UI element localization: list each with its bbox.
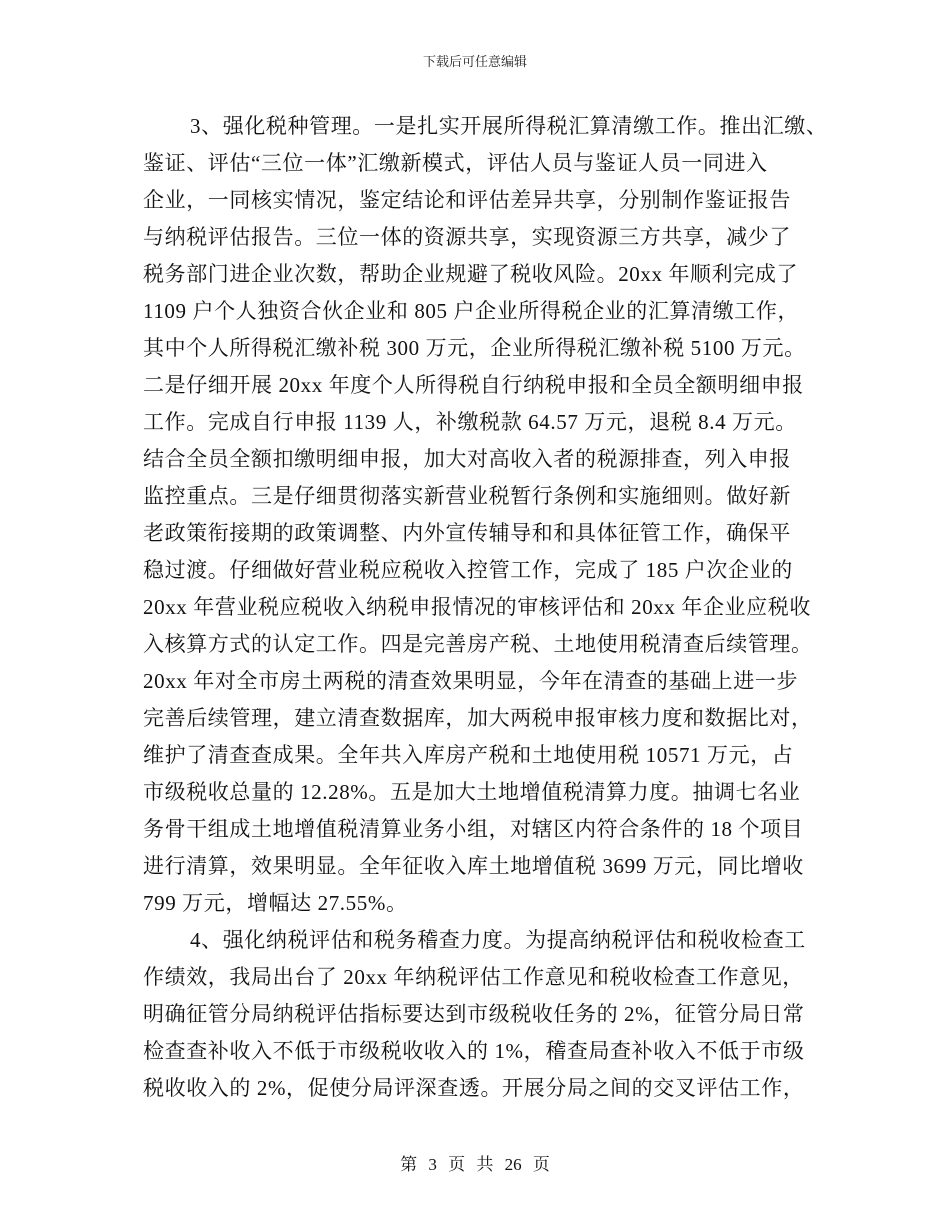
page-number: 第 3 页 共 26 页 bbox=[400, 1155, 550, 1174]
paragraph-line: 检查查补收入不低于市级税收收入的 1%，稽查局查补收入不低于市级 bbox=[143, 1039, 805, 1063]
paragraph-line: 二是仔细开展 20xx 年度个人所得税自行纳税申报和全员全额明细申报 bbox=[143, 373, 804, 397]
paragraph-line: 3、强化税种管理。一是扎实开展所得税汇算清缴工作。推出汇缴、 bbox=[190, 114, 828, 138]
document-body bbox=[143, 108, 843, 1107]
paragraph-line: 20xx 年对全市房土两税的清查效果明显，今年在清查的基础上进一步 bbox=[143, 669, 799, 693]
paragraph-line: 稳过渡。仔细做好营业税应税收入控管工作，完成了 185 户次企业的 bbox=[143, 558, 793, 582]
paragraph-line: 1109 户个人独资合伙企业和 805 户企业所得税企业的汇算清缴工作， bbox=[143, 299, 800, 323]
paragraph-line: 进行清算，效果明显。全年征收入库土地增值税 3699 万元，同比增收 bbox=[143, 854, 804, 878]
paragraph-line: 工作。完成自行申报 1139 人，补缴税款 64.57 万元，退税 8.4 万元。 bbox=[143, 410, 797, 434]
paragraph-line: 799 万元，增幅达 27.55%。 bbox=[143, 891, 408, 915]
paragraph bbox=[143, 108, 843, 922]
page-header-note: 下载后可任意编辑 bbox=[422, 54, 527, 69]
paragraph-line: 4、强化纳税评估和税务稽查力度。为提高纳税评估和税收检查工 bbox=[190, 928, 806, 952]
paragraph-line: 20xx 年营业税应税收入纳税申报情况的审核评估和 20xx 年企业应税收 bbox=[143, 595, 811, 619]
paragraph-line: 老政策衔接期的政策调整、内外宣传辅导和和具体征管工作，确保平 bbox=[143, 521, 791, 545]
paragraph-line: 税收收入的 2%，促使分局评深查透。开展分局之间的交叉评估工作， bbox=[143, 1076, 805, 1100]
paragraph-line: 监控重点。三是仔细贯彻落实新营业税暂行条例和实施细则。做好新 bbox=[143, 484, 791, 508]
paragraph-line: 结合全员全额扣缴明细申报，加大对高收入者的税源排查，列入申报 bbox=[143, 447, 791, 471]
paragraph bbox=[143, 922, 843, 1107]
paragraph-line: 与纳税评估报告。三位一体的资源共享，实现资源三方共享，减少了 bbox=[143, 225, 791, 249]
paragraph-line: 明确征管分局纳税评估指标要达到市级税收任务的 2%，征管分局日常 bbox=[143, 1002, 805, 1026]
paragraph-line: 维护了清查查成果。全年共入库房产税和土地使用税 10571 万元，占 bbox=[143, 743, 794, 767]
paragraph-line: 入核算方式的认定工作。四是完善房产税、土地使用税清查后续管理。 bbox=[143, 632, 813, 656]
paragraph-line: 务骨干组成土地增值税清算业务小组，对辖区内符合条件的 18 个项目 bbox=[143, 817, 804, 841]
paragraph-line: 税务部门进企业次数，帮助企业规避了税收风险。20xx 年顺利完成了 bbox=[143, 262, 799, 286]
paragraph-line: 作绩效，我局出台了 20xx 年纳税评估工作意见和税收检查工作意见， bbox=[143, 965, 804, 989]
paragraph-line: 鉴证、评估“三位一体”汇缴新模式，评估人员与鉴证人员一同进入 bbox=[143, 151, 768, 175]
paragraph-line: 完善后续管理，建立清查数据库，加大两税申报审核力度和数据比对， bbox=[143, 706, 813, 730]
paragraph-line: 其中个人所得税汇缴补税 300 万元，企业所得税汇缴补税 5100 万元。 bbox=[143, 336, 806, 360]
paragraph-line: 市级税收总量的 12.28%。五是加大土地增值税清算力度。抽调七名业 bbox=[143, 780, 801, 804]
paragraph-line: 企业，一同核实情况，鉴定结论和评估差异共享，分别制作鉴证报告 bbox=[143, 188, 791, 212]
